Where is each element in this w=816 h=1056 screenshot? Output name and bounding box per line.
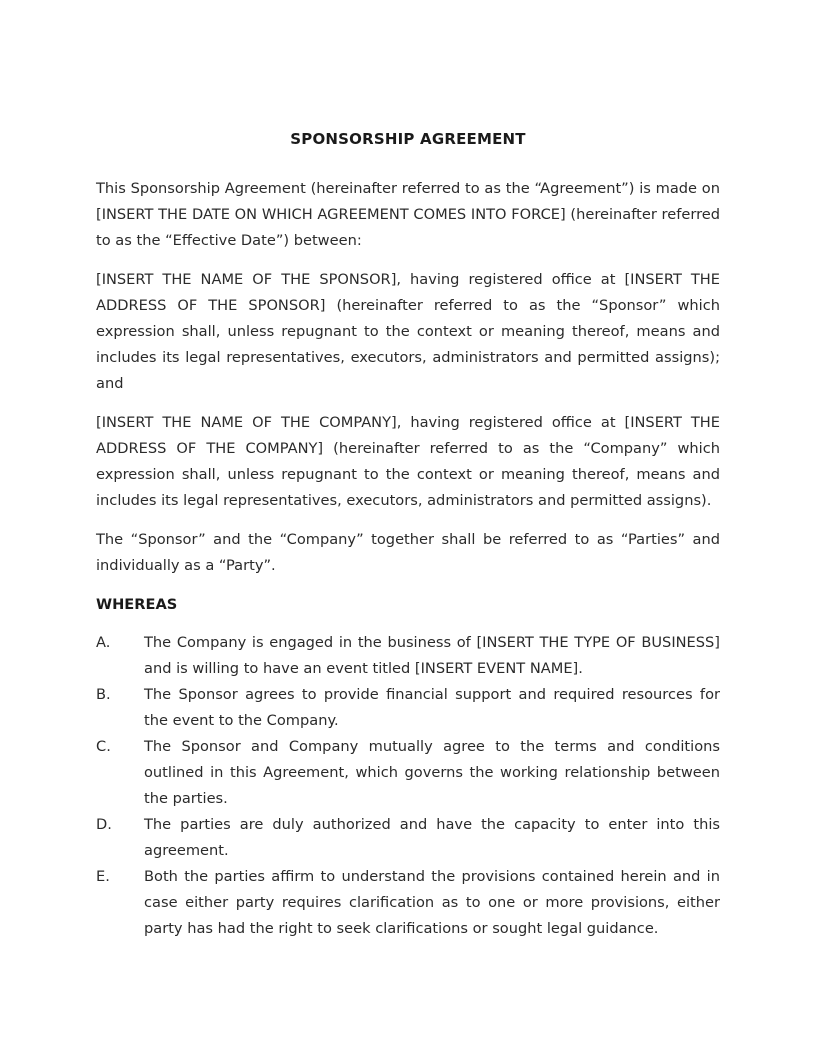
list-item [96,812,720,864]
document-body [96,126,720,942]
paragraph-parties-definition: The “Sponsor” and the “Company” together shall be referred to as “Parties” and individually as a “Party”. [96,531,720,574]
paragraph-company-details: [INSERT THE NAME OF THE COMPANY], having registered office at [INSERT THE ADDRESS OF THE COMPANY] (hereinafter referred to as the “Company” which expression shall, unless repugnant to the context or meaning thereof, means and includes its legal representatives, executors, administrators and permitted assigns). [96,414,720,509]
list-item-text: The Sponsor and Company mutually agree to the terms and conditions outlined in this Agreement, which governs the working relationship between the parties. [144,738,720,807]
recitals-list [96,630,720,942]
list-item-text: The Sponsor agrees to provide financial support and required resources for the event to the Company. [144,686,720,729]
list-item-marker: C. [96,738,111,755]
list-item-text: The parties are duly authorized and have the capacity to enter into this agreement. [144,816,720,859]
list-item-marker: E. [96,868,110,885]
page-title: SPONSORSHIP AGREEMENT [290,130,526,148]
section-heading-whereas: WHEREAS [96,596,178,613]
paragraph-recitals-intro: This Sponsorship Agreement (hereinafter referred to as the “Agreement”) is made on [INSERT THE DATE ON WHICH AGREEMENT COMES INTO FORCE] (hereinafter referred to as the “Effective Date”) between: [96,180,720,249]
paragraph-sponsor-details: [INSERT THE NAME OF THE SPONSOR], having registered office at [INSERT THE ADDRESS OF THE SPONSOR] (hereinafter referred to as the “Sponsor” which expression shall, unless repugnant to the context or meaning thereof, means and includes its legal representatives, executors, administrators and permitted assigns); and [96,271,720,392]
list-item [96,734,720,812]
list-item [96,630,720,682]
list-item-text: The Company is engaged in the business of [INSERT THE TYPE OF BUSINESS] and is willing to have an event titled [INSERT EVENT NAME]. [144,634,720,677]
list-item-marker: D. [96,816,112,833]
list-item [96,864,720,942]
list-item-text: Both the parties affirm to understand the provisions contained herein and in case either party requires clarification as to one or more provisions, either party has had the right to seek clarifications or sought legal guidance. [144,868,720,937]
list-item-marker: B. [96,686,111,703]
list-item-marker: A. [96,634,111,651]
list-item [96,682,720,734]
